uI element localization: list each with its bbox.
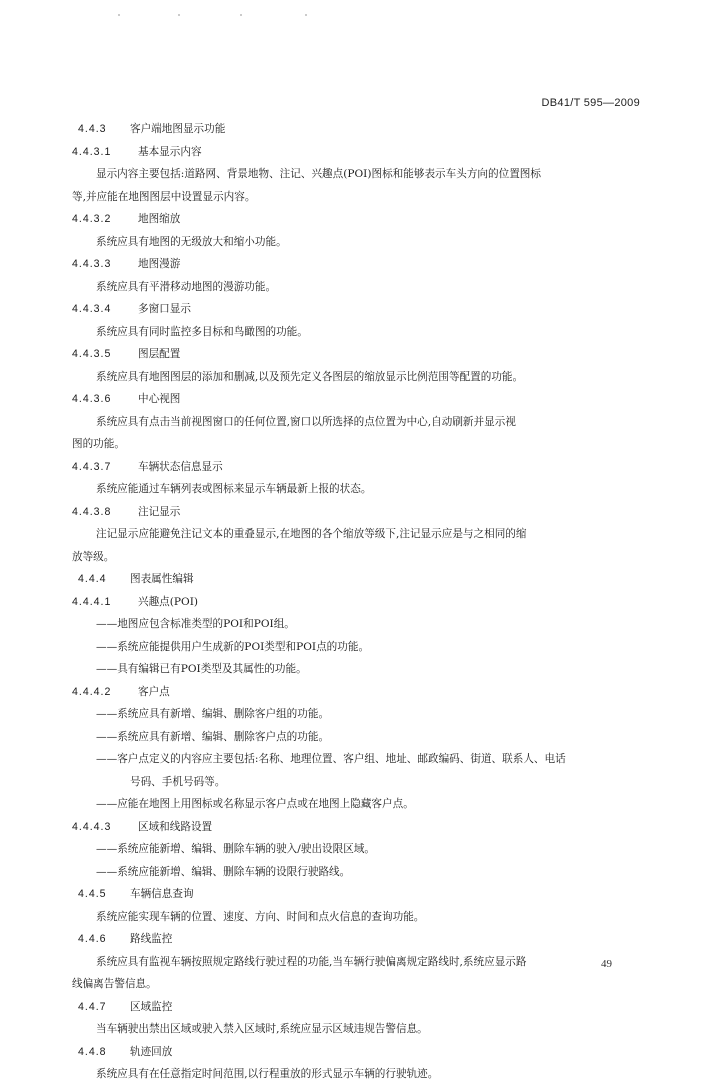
heading-title: 地图漫游 bbox=[138, 258, 181, 270]
paragraph-line: 等,并应能在地图图层中设置显示内容。 bbox=[72, 190, 256, 203]
scan-speck bbox=[240, 14, 242, 16]
heading-number: 4.4.3.1 bbox=[72, 145, 112, 158]
subsection-heading bbox=[72, 501, 642, 524]
list-item-continuation: 号码、手机号码等。 bbox=[130, 775, 226, 788]
heading-title: 图层配置 bbox=[138, 348, 181, 360]
heading-number: 4.4.4.1 bbox=[72, 595, 112, 608]
document-body bbox=[72, 118, 642, 1086]
subsection-heading bbox=[72, 388, 642, 411]
page-number: 49 bbox=[601, 958, 612, 970]
paragraph-line: 系统应具有平滑移动地图的漫游功能。 bbox=[96, 280, 277, 293]
heading-number: 4.4.4 bbox=[78, 573, 107, 585]
subsection-heading bbox=[72, 298, 642, 321]
heading-title: 车辆状态信息显示 bbox=[138, 460, 223, 473]
heading-title: 兴趣点(POI) bbox=[138, 595, 199, 608]
heading-title: 中心视图 bbox=[138, 393, 181, 405]
list-item: ——系统应能新增、编辑、删除车辆的驶入/驶出设限区域。 bbox=[96, 843, 376, 855]
subsection-heading bbox=[72, 456, 642, 479]
heading-number: 4.4.3.3 bbox=[72, 258, 112, 270]
list-item: ——地图应包含标准类型的POI和POI组。 bbox=[96, 618, 295, 630]
heading-title: 区域和线路设置 bbox=[138, 820, 213, 833]
paragraph-line: 线偏离告警信息。 bbox=[72, 978, 157, 990]
heading-number: 4.4.3.8 bbox=[72, 505, 112, 518]
heading-number: 4.4.4.2 bbox=[72, 685, 112, 698]
heading-number: 4.4.3.6 bbox=[72, 393, 112, 405]
heading-number: 4.4.6 bbox=[78, 933, 107, 945]
heading-title: 多窗口显示 bbox=[138, 303, 191, 315]
section-heading bbox=[72, 568, 642, 591]
paragraph-line: 系统应具有地图图层的添加和删减,以及预先定义各图层的缩放显示比例范围等配置的功能。 bbox=[96, 370, 524, 383]
paragraph-line: 系统应具有监视车辆按照规定路线行驶过程的功能,当车辆行驶偏离规定路线时,系统应显示路 bbox=[96, 955, 527, 968]
section-heading bbox=[72, 118, 642, 141]
subsection-heading bbox=[72, 816, 642, 839]
paragraph-line: 系统应能实现车辆的位置、速度、方向、时间和点火信息的查询功能。 bbox=[96, 910, 425, 923]
subsection-heading bbox=[72, 141, 642, 164]
heading-title: 图表属性编辑 bbox=[130, 573, 194, 585]
heading-number: 4.4.5 bbox=[78, 888, 107, 900]
list-item: ——系统应能提供用户生成新的POI类型和POI点的功能。 bbox=[96, 640, 370, 653]
paragraph-line: 显示内容主要包括:道路网、背景地物、注记、兴趣点(POI)图标和能够表示车头方向的位置图标 bbox=[96, 168, 541, 180]
paragraph-line: 系统应具有点击当前视图窗口的任何位置,窗口以所选择的点位置为中心,自动刷新并显示视 bbox=[96, 415, 516, 428]
heading-number: 4.4.3.2 bbox=[72, 213, 112, 225]
section-heading bbox=[72, 1041, 642, 1064]
heading-title: 基本显示内容 bbox=[138, 145, 202, 158]
section-heading bbox=[72, 996, 642, 1019]
scan-speck bbox=[178, 14, 180, 16]
heading-number: 4.4.3.5 bbox=[72, 348, 112, 360]
document-code: DB41/T 595—2009 bbox=[541, 97, 640, 109]
paragraph-line: 系统应具有地图的无级放大和缩小功能。 bbox=[96, 235, 287, 248]
list-item: ——应能在地图上用图标或名称显示客户点或在地图上隐藏客户点。 bbox=[96, 798, 414, 810]
paragraph-line: 图的功能。 bbox=[72, 438, 125, 450]
subsection-heading bbox=[72, 253, 642, 276]
paragraph-line: 当车辆驶出禁出区域或驶入禁入区域时,系统应显示区域违规告警信息。 bbox=[96, 1023, 428, 1035]
list-item: ——客户点定义的内容应主要包括:名称、地理位置、客户组、地址、邮政编码、街道、联系人、电话 bbox=[96, 753, 566, 765]
heading-number: 4.4.7 bbox=[78, 1000, 107, 1013]
heading-title: 客户端地图显示功能 bbox=[130, 123, 226, 135]
list-item: ——具有编辑已有POI类型及其属性的功能。 bbox=[96, 663, 307, 675]
list-item: ——系统应具有新增、编辑、删除客户点的功能。 bbox=[96, 730, 330, 743]
subsection-heading bbox=[72, 681, 642, 704]
scan-speck bbox=[118, 14, 120, 16]
heading-title: 轨迹回放 bbox=[130, 1045, 173, 1058]
list-item: ——系统应能新增、编辑、删除车辆的设限行驶路线。 bbox=[96, 865, 351, 878]
paragraph-line: 系统应具有同时监控多目标和鸟瞰图的功能。 bbox=[96, 325, 308, 338]
heading-title: 地图缩放 bbox=[138, 213, 181, 225]
heading-title: 路线监控 bbox=[130, 933, 173, 945]
subsection-heading bbox=[72, 208, 642, 231]
paragraph-line: 系统应能通过车辆列表或图标来显示车辆最新上报的状态。 bbox=[96, 483, 372, 495]
paragraph-line: 系统应具有在任意指定时间范围,以行程重放的形式显示车辆的行驶轨迹。 bbox=[96, 1068, 439, 1080]
heading-number: 4.4.3.7 bbox=[72, 460, 112, 473]
section-heading bbox=[72, 928, 642, 951]
heading-number: 4.4.3 bbox=[78, 123, 107, 135]
section-heading bbox=[72, 883, 642, 906]
subsection-heading bbox=[72, 591, 642, 614]
scan-speck bbox=[305, 14, 307, 16]
heading-title: 车辆信息查询 bbox=[130, 888, 194, 900]
heading-number: 4.4.3.4 bbox=[72, 303, 112, 315]
heading-title: 客户点 bbox=[138, 685, 170, 698]
paragraph-line: 注记显示应能避免注记文本的重叠显示,在地图的各个缩放等级下,注记显示应是与之相同的缩 bbox=[96, 528, 527, 540]
heading-number: 4.4.4.3 bbox=[72, 820, 112, 833]
heading-title: 注记显示 bbox=[138, 505, 181, 518]
subsection-heading bbox=[72, 343, 642, 366]
heading-title: 区域监控 bbox=[130, 1000, 173, 1013]
list-item: ——系统应具有新增、编辑、删除客户组的功能。 bbox=[96, 708, 330, 720]
heading-number: 4.4.8 bbox=[78, 1045, 107, 1058]
paragraph-line: 放等级。 bbox=[72, 550, 115, 563]
